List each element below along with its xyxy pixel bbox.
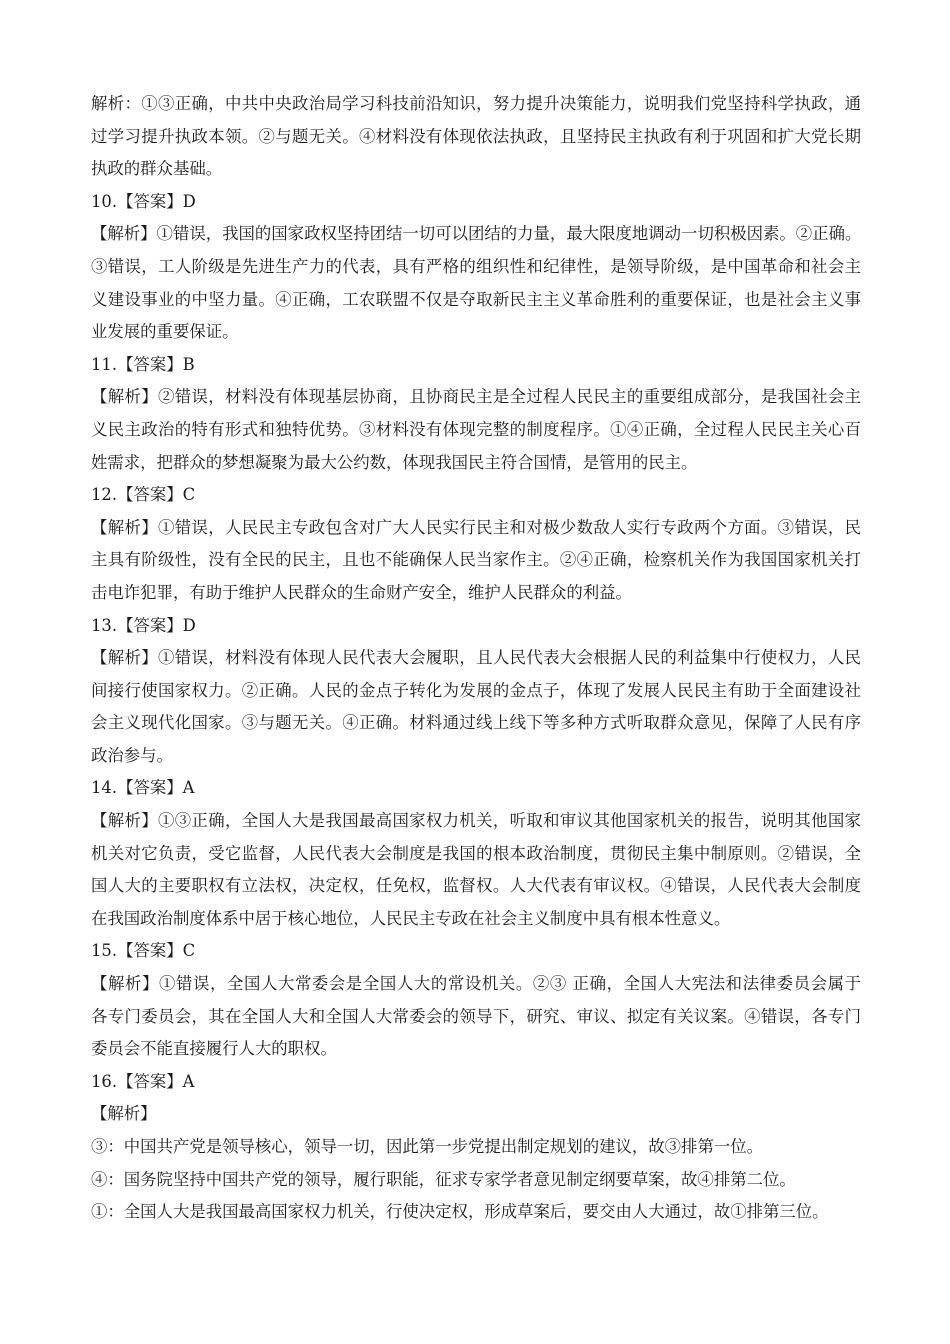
answer-10-heading: 10.【答案】D [91, 191, 196, 211]
answer-15-analysis-line-3: 委员会不能直接履行人大的职权。 [91, 1039, 337, 1059]
answer-11-analysis-line-3: 姓需求，把群众的梦想凝聚为最大公约数，体现我国民主符合国情，是管用的民主。 [91, 452, 698, 472]
answer-15-analysis-line-1: 【解析】①错误，全国人大常委会是全国人大的常设机关。②③ 正确，全国人大宪法和法律委员会属于 [91, 974, 861, 994]
answer-16-analysis-label: 【解析】 [91, 1104, 157, 1124]
answer-11-analysis-line-2: 义民主政治的特有形式和独特优势。③材料没有体现完整的制度程序。①④正确，全过程人民民主关心百 [91, 419, 861, 439]
answer-10-analysis-line-1: 【解析】①错误，我国的国家政权坚持团结一切可以团结的力量，最大限度地调动一切积极因素。②正确。 [91, 224, 861, 244]
answer-13-analysis-line-1: 【解析】①错误，材料没有体现人民代表大会履职，且人民代表大会根据人民的利益集中行使权力，人民 [91, 648, 861, 668]
answer-14-analysis-line-4: 在我国政治制度体系中居于核心地位，人民民主专政在社会主义制度中具有根本性意义。 [91, 908, 731, 928]
answer-11-analysis-line-1: 【解析】②错误，材料没有体现基层协商，且协商民主是全过程人民民主的重要组成部分，是我国社会主 [91, 387, 861, 407]
answer-13-heading: 13.【答案】D [91, 615, 196, 635]
answer-9-analysis-line-1: 解析：①③正确，中共中央政治局学习科技前沿知识，努力提升决策能力，说明我们党坚持科学执政，通 [91, 94, 861, 113]
answer-16-heading: 16.【答案】A [91, 1071, 195, 1091]
answer-16-step-3: ③：中国共产党是领导核心，领导一切，因此第一步党提出制定规划的建议，故③排第一位。 [91, 1137, 764, 1156]
answer-12-analysis-line-2: 主具有阶级性，没有全民的民主，且也不能确保人民当家作主。②④正确，检察机关作为我国国家机关打 [91, 550, 861, 570]
answer-15-heading: 15.【答案】C [91, 941, 196, 961]
answer-13-analysis-line-2: 间接行使国家权力。②正确。人民的金点子转化为发展的金点子，体现了发展人民民主有助于全面建设社 [91, 680, 861, 700]
answer-10-analysis-line-3: 义建设事业的中坚力量。④正确，工农联盟不仅是夺取新民主主义革命胜利的重要保证，也是社会主义事 [91, 289, 861, 309]
answer-13-analysis-line-4: 政治参与。 [91, 745, 173, 765]
answer-12-analysis-line-3: 击电诈犯罪，有助于维护人民群众的生命财产安全，维护人民群众的利益。 [91, 582, 632, 602]
answer-14-analysis-line-3: 国人大的主要职权有立法权，决定权，任免权，监督权。人大代表有审议权。④错误，人民代表大会制度 [91, 876, 861, 896]
answer-12-analysis-line-1: 【解析】①错误，人民民主专政包含对广大人民实行民主和对极少数敌人实行专政两个方面。③错误，民 [91, 517, 861, 537]
answer-14-heading: 14.【答案】A [91, 778, 195, 798]
answer-9-analysis-line-2: 过学习提升执政本领。②与题无关。④材料没有体现依法执政，且坚持民主执政有利于巩固和扩大党长期 [91, 126, 861, 146]
answer-9-analysis-line-3: 执政的群众基础。 [91, 159, 223, 179]
answer-10-analysis-line-4: 业发展的重要保证。 [91, 322, 239, 342]
answer-11-heading: 11.【答案】B [91, 354, 195, 374]
answer-16-step-4: ④：国务院坚持中国共产党的领导，履行职能，征求专家学者意见制定纲要草案，故④排第二位。 [91, 1169, 796, 1189]
answer-14-analysis-line-1: 【解析】①③正确，全国人大是我国最高国家权力机关，听取和审议其他国家机关的报告，说明其他国家 [91, 811, 861, 831]
answer-13-analysis-line-3: 会主义现代化国家。③与题无关。④正确。材料通过线上线下等多种方式听取群众意见，保障了人民有序 [91, 713, 861, 733]
document-page [91, 88, 861, 1229]
answer-12-heading: 12.【答案】C [91, 485, 196, 505]
answer-15-analysis-line-2: 各专门委员会，其在全国人大和全国人大常委会的领导下，研究、审议、拟定有关议案。④错误，各专门 [91, 1006, 861, 1026]
answer-14-analysis-line-2: 机关对它负责，受它监督，人民代表大会制度是我国的根本政治制度，贯彻民主集中制原则。②错误，全 [91, 843, 861, 863]
answer-10-analysis-line-2: ③错误，工人阶级是先进生产力的代表，具有严格的组织性和纪律性，是领导阶级，是中国革命和社会主 [91, 256, 861, 276]
answer-16-step-1: ①：全国人大是我国最高国家权力机关，行使决定权，形成草案后，要交由人大通过，故①排第三位。 [91, 1202, 829, 1222]
